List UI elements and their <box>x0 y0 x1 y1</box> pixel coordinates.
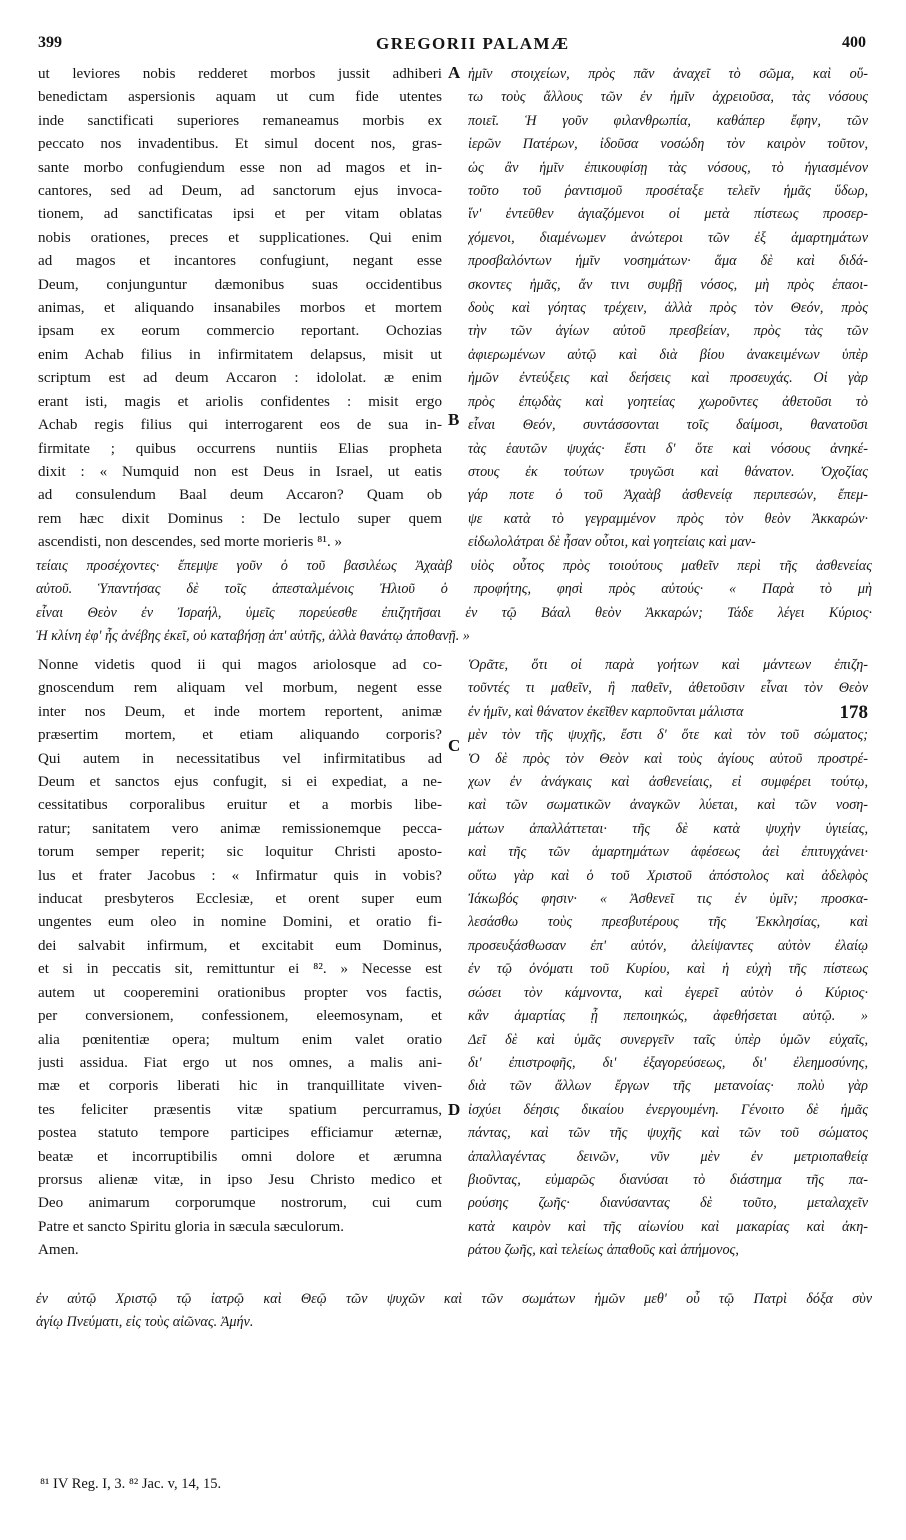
text-line: τω τοὺς ἄλλους τῶν ἐν ἡμῖν ἀχρειοῦσα, τὰς νόσους <box>468 89 868 106</box>
text-line: καὶ τῆς τῶν ἁμαρτημάτων ἀφέσεως ἀεὶ ἐπιτυγχάνει· <box>468 844 868 861</box>
text-line: dei salvabit infirmum, et excitabit eum Dominus, <box>38 937 442 954</box>
text-line: sante morbo confugiendum esse non ad magos et in- <box>38 159 442 176</box>
text-line: ἐν ἡμῖν, καὶ θάνατον ἐκεῖθεν καρποῦνται μάλιστα 178 <box>468 701 868 723</box>
text-line: Ἡ κλίνη ἐφ' ἧς ἀνέβης ἐκεῖ, οὐ καταβήσῃ ἀπ' αὐτῆς, ἀλλὰ θανάτῳ ἀποθανῇ. » <box>36 628 470 645</box>
text-line: Deum et sanctos ejus confugit, si ei expediat, a ne- <box>38 774 442 791</box>
text-line: inde sanctificati superiores remaneamus morbis ex <box>38 112 442 129</box>
text-line: εἶναι Θεόν, συντάσσονται τοῖς δαίμοσι, θανατοῦσι <box>468 417 868 434</box>
text-line: firmitate ; quibus occurrens nuntiis Elias propheta <box>38 440 442 457</box>
text-line: tionem, ad sanctificatas ipsi et per vitam oblatas <box>38 206 442 223</box>
text-line: lus et frater Jacobus : « Infirmatur quis in vobis? <box>38 867 442 884</box>
left-page-number: 399 <box>38 34 62 51</box>
text-line: cessitatibus corporalibus eruitur et a morbis libe- <box>38 797 442 814</box>
text-line: προσβαλόντων ἡμῖν νοσημάτων· ἅμα δὲ καὶ διδά- <box>468 253 868 270</box>
text-line: ἱερῶν Πατέρων, ἰδοῦσα νοσώδη τὸν καιρὸν τοῦτον, <box>468 136 868 153</box>
text-line: βιοῦντας, εὐμαρῶς διανύσαι τὸ διάστημα τῆς πα- <box>468 1171 868 1188</box>
text-line: δοὺς καὶ γόητας τρέχειν, ἀλλὰ πρὸς τὸν Θεόν, πρὸς <box>468 300 868 317</box>
text-line: rem hæc dixit Dominus : De lectulo super quem <box>38 510 442 527</box>
text-line: τοῦντές τι μαθεῖν, ἢ παθεῖν, ἀθετοῦσιν εἶναι τὸν Θεὸν <box>468 680 868 697</box>
text-line: ἰσχύει δέησις δικαίου ἐνεργουμένη. Γένοιτο δὲ ἡμᾶς <box>468 1101 868 1118</box>
text-line: nobis orationes, preces et supplicationes. Qui enim <box>38 229 442 246</box>
text-line: per conversionem, confessionem, eleemosynam, et <box>38 1008 442 1025</box>
text-line: prorsus alienæ vitæ, in ipso Jesu Christo medico et <box>38 1171 442 1188</box>
text-line: ἡμῶν ἐντεύξεις καὶ δεήσεις καὶ προσευχάς. Οἱ γὰρ <box>468 370 868 387</box>
greek-full-width-1 <box>36 555 872 649</box>
text-line: τείαις προσέχοντες· ἔπεμψε γοῦν ὁ τοῦ βασιλέως Ἀχαὰβ υἱὸς οὗτος πρὸς τοιούτους μαθεῖν περὶ τῆς ἀσθενείας <box>36 558 872 574</box>
text-line: ποιεῖ. Ἡ γοῦν φιλανθρωπία, καθάπερ ἔφην, τῶν <box>468 112 868 129</box>
text-line: Qui autem in necessitatibus vel infirmitatibus ad <box>38 750 442 767</box>
text-line: animas, et aliquando insanabiles morbos et mortem <box>38 300 442 317</box>
greek-column-top <box>468 63 868 555</box>
text-line: et si in peccatis sit, remittuntur ei ⁸². » Necesse est <box>38 961 442 978</box>
text-line: ἐν αὐτῷ Χριστῷ τῷ ἰατρῷ καὶ Θεῷ τῶν ψυχῶν καὶ τῶν σωμάτων ἡμῶν μεθ' οὗ τῷ Πατρὶ δόξα σὺν <box>36 1291 872 1307</box>
text-line: γάρ ποτε ὁ τοῦ Ἀχαὰβ ἀσθενείᾳ περιπεσών, ἔπεμ- <box>468 487 868 504</box>
text-line: ψε κατὰ τὸ γεγραμμένον πρὸς τὸν θεὸν Ἀκκαρών· <box>468 510 868 527</box>
text-line: καὶ τῶν σωματικῶν ἀναγκῶν λύεται, καὶ τῶν νοση- <box>468 797 868 814</box>
right-page-number: 400 <box>842 34 866 51</box>
text-line: ἡμῖν στοιχείων, πρὸς πᾶν ἀναχεῖ τὸ σῶμα, καὶ οὕ- <box>468 66 868 82</box>
text-line: autem ut cooperemini orationibus propter vos factis, <box>38 984 442 1001</box>
text-line: inducat presbyteros Ecclesiæ, et orent super eum <box>38 891 442 908</box>
text-line: ράτου ζωῆς, καὶ τελείως ἀπαθοῦς καὶ ἀπήμονος, <box>468 1242 739 1259</box>
text-line: justi assidua. Fiat ergo ut nos omnes, a malis ani- <box>38 1054 442 1071</box>
text-line: αὐτοῦ. Ὑπαντήσας δὲ τοῖς ἀπεσταλμένοις Ἠλιοῦ ὁ προφήτης, φησὶ πρὸς αὐτούς· « Παρὰ τὸ μὴ <box>36 581 872 598</box>
text-line: Ὁ δὲ πρὸς τὸν Θεὸν καὶ τοὺς ἁγίους αὐτοῦ προστρέ- <box>468 750 868 767</box>
margin-letter-b: B <box>448 410 460 429</box>
text-line: benedictam aspersionis aquam ut cum fide utentes <box>38 89 442 106</box>
text-line: ἀπαλλαγέντας δεινῶν, νῦν μὲν ἐν μετριοπαθείᾳ <box>468 1148 868 1165</box>
text-line: σώσει τὸν κάμνοντα, καὶ ἐγερεῖ αὐτὸν ὁ Κύριος· <box>468 984 868 1001</box>
text-line: ἵν' ἐντεῦθεν ἁγιαζόμενοι οἱ μετὰ πίστεως προσερ- <box>468 206 868 223</box>
greek-column-bottom <box>468 654 868 1263</box>
text-line: διὰ τῶν ἄλλων ἔργων τῆς μετανοίας· πολὺ γὰρ <box>468 1078 868 1095</box>
text-line: postea statuto tempore participes efficiamur æternæ, <box>38 1125 442 1142</box>
text-line: inter nos Deum, et inde mortem reportent, animæ <box>38 703 442 720</box>
margin-letter-d: D <box>448 1100 461 1119</box>
text-line: Deo animarum corporumque nostrorum, cui cum <box>38 1195 442 1212</box>
text-line: erant isti, magis et ariolis confidentes : misit ergo <box>38 393 442 410</box>
text-line: τὴν τῶν ἁγίων αὐτοῦ πρεσβείαν, πρὸς τὰς τῶν <box>468 323 868 340</box>
text-line: μὲν τὸν τῆς ψυχῆς, ἔστι δ' ὅτε καὶ τὸν τοῦ σώματος; <box>468 727 868 744</box>
text-line: ut leviores nobis redderet morbos jussit adhiberi <box>38 66 442 82</box>
text-line: ungentes eum oleo in nomine Domini, et oratio fi- <box>38 914 442 931</box>
greek-full-width-2 <box>36 1288 872 1335</box>
text-line: ρούσης ζωῆς· διανύσαντας δὲ τοῦτο, μεταλαχεῖν <box>468 1195 868 1212</box>
text-line: ὡς ἂν ἡμῖν ἐπικουφίσῃ τὰς νόσους, τὸ ἡγιασμένον <box>468 159 868 176</box>
margin-letter-c: C <box>448 736 461 755</box>
text-line: ad consulendum Baal deum Accaron? Quam ob <box>38 487 442 504</box>
text-line: cantores, sed ad Deum, ad sanctorum ejus invoca- <box>38 183 442 200</box>
text-line: πρὸς ἐπῳδὰς καὶ γοητείας χωροῦντες ἀθετοῦσι τὸ <box>468 393 868 410</box>
text-line: ascendisti, non descendes, sed morte morieris ⁸¹. » <box>38 534 343 551</box>
text-line: peccato nos invadentibus. Et simul docent nos, gras- <box>38 136 442 153</box>
text-line: scriptum est ad deum Accaron : idololat. æ enim <box>38 370 442 387</box>
text-line: ad magos et incantores confugiunt, negant esse <box>38 253 442 270</box>
page-title: GREGORII PALAMÆ <box>376 34 570 53</box>
text-line: torum semper reperit; sic loquitur Christi aposto- <box>38 844 442 861</box>
text-line: Nonne videtis quod ii qui magos ariolosque ad co- <box>38 657 442 673</box>
text-line: ratur; sanitatem vero animæ remissionemque pecca- <box>38 820 442 837</box>
text-line: Patre et sancto Spiritu gloria in sæcula sæculorum. <box>38 1218 345 1235</box>
text-line: χόμενοι, διαμένωμεν ἀνώτεροι τῶν ἐξ ἁμαρτημάτων <box>468 229 868 246</box>
text-line: λεσάσθω τοὺς πρεσβυτέρους τῆς Ἐκκλησίας, καὶ <box>468 914 868 931</box>
text-line: εἰδωλολάτραι δὲ ἦσαν οὗτοι, καὶ γοητείαις καὶ μαν- <box>468 534 756 551</box>
text-line: præsertim mortem, et etiam aliquando corporis? <box>38 727 442 744</box>
text-line: alia pœnitentiæ opera; multum enim valet oratio <box>38 1031 442 1048</box>
margin-letter-a: A <box>448 63 461 82</box>
text-line: προσευξάσθωσαν ἐπ' αὐτόν, ἀλείψαντες αὐτὸν ἐλαίῳ <box>468 937 868 954</box>
text-line: Amen. <box>38 1242 79 1259</box>
text-line: σκοντες ἡμᾶς, ἄν τινι συμβῇ νόσος, μὴ πρὸς ἐπαοι- <box>468 276 868 293</box>
column-number: 178 <box>839 701 868 723</box>
text-line: dixit : « Numquid non est Deus in Israel, ut eatis <box>38 463 442 480</box>
text-line: gnoscendum rem aliquam vel morbum, negent esse <box>38 680 442 697</box>
text-line: Deum, conjunguntur dæmonibus suas occidentibus <box>38 276 442 293</box>
text-line: ἀφιερωμένων αὐτῷ καὶ διὰ βίου ἀνακειμένων ὑπὲρ <box>468 346 868 363</box>
text-line: πάντας, καὶ τῶν τῆς ψυχῆς καὶ τῶν τοῦ σώματος <box>468 1125 868 1142</box>
text-line: μάτων ἀπαλλάττεται· τῆς δὲ κατὰ ψυχὴν ὑγιείας, <box>468 820 868 837</box>
latin-column-top <box>38 63 442 555</box>
text-line: Δεῖ δὲ καὶ ὑμᾶς συνεργεῖν ταῖς ὑπὲρ ὑμῶν εὐχαῖς, <box>468 1031 868 1048</box>
text-line: δι' ἐπιστροφῆς, δι' ἐξαγορεύσεως, δι' ἐλεημοσύνης, <box>468 1054 868 1071</box>
text-line: mæ et corporis liberati hic in tranquillitate viven- <box>38 1078 442 1095</box>
text-line: ἁγίῳ Πνεύματι, εἰς τοὺς αἰῶνας. Ἀμήν. <box>36 1314 254 1331</box>
text-line: Ἰάκωβός φησιν· « Ἀσθενεῖ τις ἐν ὑμῖν; προσκα- <box>468 891 868 908</box>
footnotes: ⁸¹ IV Reg. I, 3. ⁸² Jac. v, 14, 15. <box>40 1476 222 1492</box>
text-line: enim Achab filius in infirmitatem delapsus, misit ut <box>38 346 442 363</box>
text-line: tes feliciter præsentis vitæ spatium percurramus, <box>38 1101 442 1118</box>
text-line: τοῦτο τοῦ ῥαντισμοῦ προσέταξε τελεῖν ἡμᾶς ὕδωρ, <box>468 183 868 200</box>
text-line: Achab regis filius qui interrogarent eos de sua in- <box>38 417 442 434</box>
text-line: οὕτω γὰρ καὶ ὁ τοῦ Χριστοῦ ἀπόστολος καὶ ἀδελφὸς <box>468 867 868 884</box>
text-line: χων ἐν ἀνάγκαις καὶ ἀσθενείαις, εἰ συμφέρει τούτῳ, <box>468 774 868 791</box>
text-line: ἐν τῷ ὀνόματι τοῦ Κυρίου, καὶ ἡ εὐχὴ τῆς πίστεως <box>468 961 868 978</box>
text-line: κἂν ἁμαρτίας ᾖ πεποιηκώς, ἀφεθήσεται αὐτῷ. » <box>468 1008 868 1025</box>
text-line: Ὁρᾶτε, ὅτι οἱ παρὰ γοήτων καὶ μάντεων ἐπιζη- <box>468 657 868 673</box>
text-line: beatæ et incorruptibilis omni dolore et ærumna <box>38 1148 442 1165</box>
text-line: τὰς ἑαυτῶν ψυχάς· ἔστι δ' ὅτε καὶ νόσους ἀνηκέ- <box>468 440 868 457</box>
text-line: ipsam ex eorum commercio reportant. Ochozias <box>38 323 442 340</box>
latin-column-bottom <box>38 654 442 1263</box>
text-line: κατὰ καιρὸν καὶ τῆς αἰωνίου καὶ μακαρίας καὶ ἀκη- <box>468 1218 868 1235</box>
text-line: στους ἐκ τούτων τρυγῶσι καὶ θάνατον. Ὀχοζίας <box>468 463 868 480</box>
text-line: εἶναι Θεὸν ἐν Ἰσραήλ, ὑμεῖς πορεύεσθε ἐπιζητῆσαι ἐν τῷ Βάαλ θεὸν Ἀκκαρών; Τάδε λέγει Κύριος· <box>36 604 872 621</box>
